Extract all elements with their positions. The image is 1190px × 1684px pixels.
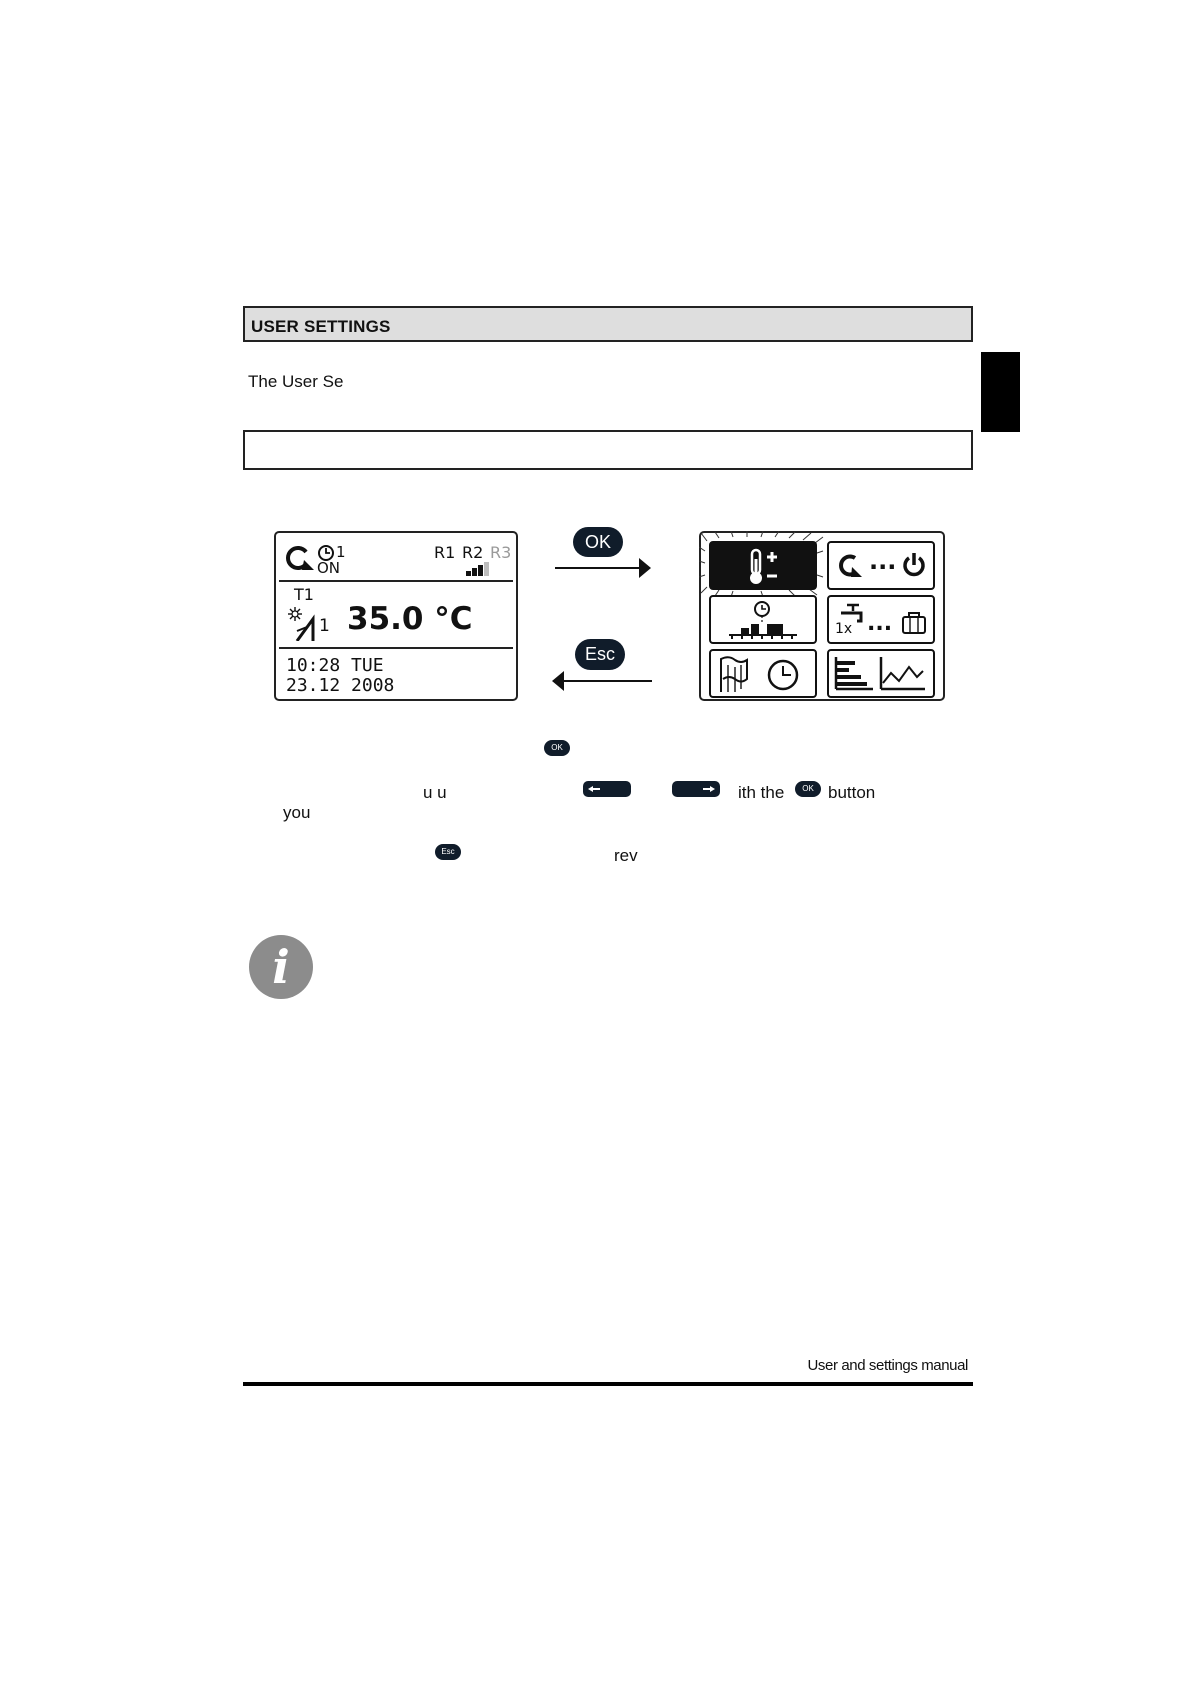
left-key-icon <box>583 781 631 797</box>
instruction-fragment-1: u u <box>423 783 447 802</box>
info-symbol: i <box>272 940 290 994</box>
ok-key-icon-2: OK <box>795 781 821 797</box>
menu-tile-temperature-settings[interactable] <box>709 541 817 590</box>
circulation-icon <box>284 544 316 574</box>
relay-r1: R1 <box>434 543 456 562</box>
menu-tile-basic-settings[interactable] <box>709 649 817 698</box>
forward-arrow-head-icon <box>639 558 651 578</box>
empty-note-box <box>243 430 973 470</box>
menu-tile-operation-mode[interactable] <box>827 541 935 590</box>
temperature-value: 35.0 °C <box>347 601 473 637</box>
arrow-left-icon <box>588 786 600 792</box>
esc-key-icon: Esc <box>435 844 461 860</box>
timer-state: ON <box>317 559 341 577</box>
sensor-label: T1 <box>294 585 314 604</box>
section-header <box>243 306 973 342</box>
date: 23.12 2008 <box>286 675 395 696</box>
back-arrow-line <box>562 680 652 682</box>
collector-index: 1 <box>319 616 330 636</box>
section-title: USER SETTINGS <box>251 317 391 336</box>
ok-key-icon: OK <box>544 740 570 756</box>
signal-level-icon <box>466 562 490 576</box>
right-key-icon <box>672 781 720 797</box>
clock-schedule-icon <box>711 597 815 642</box>
statistics-chart-icon <box>829 651 933 696</box>
timer-channel: 1 <box>336 543 346 561</box>
forward-arrow-line <box>555 567 643 569</box>
chapter-tab-marker <box>981 352 1020 432</box>
lcd-divider-bottom <box>279 647 513 649</box>
time-day: 10:28 TUE <box>286 655 384 676</box>
intro-text: The User Se <box>248 372 344 391</box>
instruction-fragment-5: rev <box>614 846 638 865</box>
relay-r3: R3 <box>490 543 512 562</box>
lcd-divider-top <box>279 580 513 582</box>
relay-r2: R2 <box>462 543 484 562</box>
flag-clock-icon <box>711 651 815 696</box>
instruction-fragment-3: button <box>828 783 876 802</box>
menu-tile-functions[interactable] <box>827 595 935 644</box>
footer-rule <box>243 1382 973 1386</box>
home-screen-display <box>274 531 518 701</box>
esc-button[interactable]: Esc <box>575 639 625 670</box>
footer-manual-title: User and settings manual <box>807 1357 968 1374</box>
tile-ellipsis-2: ... <box>867 611 893 636</box>
arrow-right-icon <box>703 786 715 792</box>
instruction-fragment-2: ith the <box>738 783 785 802</box>
ok-button[interactable]: OK <box>573 527 623 557</box>
main-menu-display <box>699 531 945 701</box>
menu-tile-data-overview[interactable] <box>827 649 935 698</box>
thermometer-plus-minus-icon <box>711 543 815 588</box>
tile-one-time-label: 1x <box>835 621 853 637</box>
tile-ellipsis: ... <box>869 547 897 575</box>
menu-tile-time-program[interactable] <box>709 595 817 644</box>
back-arrow-head-icon <box>552 671 564 691</box>
info-icon <box>249 935 313 999</box>
instruction-fragment-4: you <box>283 803 311 822</box>
